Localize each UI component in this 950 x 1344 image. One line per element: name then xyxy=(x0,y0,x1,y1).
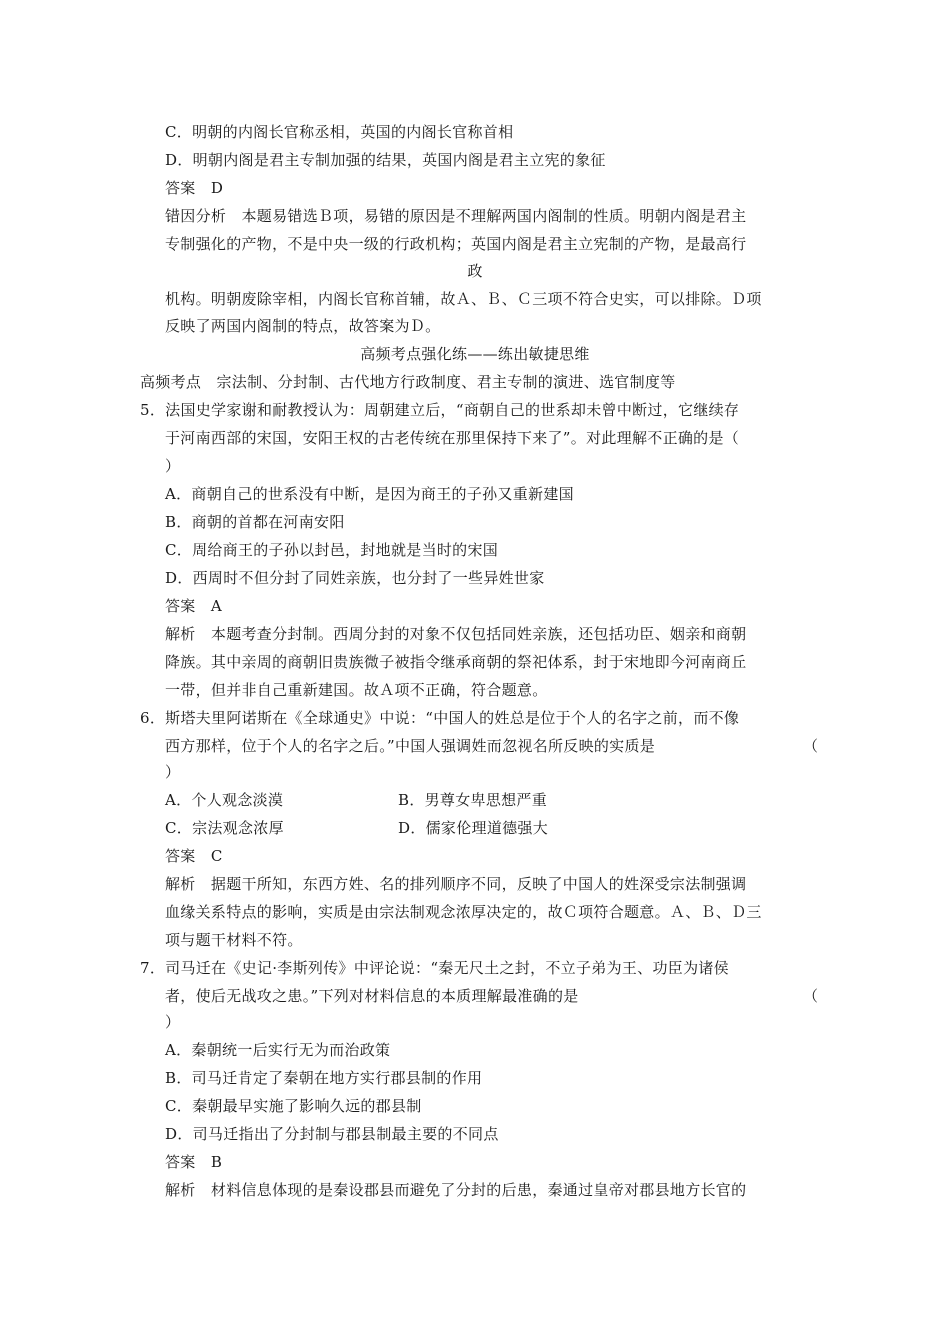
q6-answer-paren: （ xyxy=(803,737,819,755)
prev-analysis-line: 机构。明朝废除宰相，内阁长官称首辅，故Ａ、Ｂ、Ｃ三项不符合史实，可以排除。Ｄ项 xyxy=(165,290,762,308)
section-title: 高频考点强化练——练出敏捷思维 xyxy=(360,345,590,363)
q6-analysis-line: 解析 据题干所知，东西方姓、名的排列顺序不同，反映了中国人的姓深受宗法制强调 xyxy=(165,875,747,893)
q6-stem-line: ） xyxy=(165,763,181,781)
q5-option-b: B．商朝的首都在河南安阳 xyxy=(165,513,345,531)
q6-option-b: B．男尊女卑思想严重 xyxy=(398,791,548,809)
q7-stem-line: 者，使后无战攻之患。”下列对材料信息的本质理解最准确的是 xyxy=(165,987,579,1005)
q7-answer-paren: （ xyxy=(803,987,819,1005)
q7-option-a: A．秦朝统一后实行无为而治政策 xyxy=(165,1041,391,1059)
q5-stem-line: ） xyxy=(165,457,181,475)
q6-option-d: D．儒家伦理道德强大 xyxy=(398,819,549,837)
q6-stem-line: 6．斯塔夫里阿诺斯在《全球通史》中说：“中国人的姓总是位于个人的名字之前，而不像 xyxy=(140,709,740,727)
prev-analysis-line: 反映了两国内阁制的特点，故答案为Ｄ。 xyxy=(165,317,441,335)
q5-option-c: C．周给商王的子孙以封邑，封地就是当时的宋国 xyxy=(165,541,499,559)
q5-analysis-line: 一带，但并非自己重新建国。故Ａ项不正确，符合题意。 xyxy=(165,681,548,699)
q5-stem-line: 于河南西部的宋国，安阳王权的古老传统在那里保持下来了”。对此理解不正确的是（ xyxy=(165,429,740,447)
q7-option-d: D．司马迁指出了分封制与郡县制最主要的不同点 xyxy=(165,1125,499,1143)
q7-option-c: C．秦朝最早实施了影响久远的郡县制 xyxy=(165,1097,422,1115)
q6-answer: 答案 C xyxy=(165,847,223,865)
q6-option-c: C．宗法观念浓厚 xyxy=(165,819,284,837)
q5-option-a: A．商朝自己的世系没有中断，是因为商王的子孙又重新建国 xyxy=(165,485,574,503)
q7-answer: 答案 B xyxy=(165,1153,223,1171)
section-topics: 高频考点 宗法制、分封制、古代地方行政制度、君主专制的演进、选官制度等 xyxy=(140,373,676,391)
prev-analysis-line: 政 xyxy=(467,262,483,280)
q6-option-a: A．个人观念淡漠 xyxy=(165,791,284,809)
q7-analysis-line: 解析 材料信息体现的是秦设郡县而避免了分封的后患，秦通过皇帝对郡县地方长官的 xyxy=(165,1181,747,1199)
prev-answer: 答案 D xyxy=(165,179,224,197)
q7-option-b: B．司马迁肯定了秦朝在地方实行郡县制的作用 xyxy=(165,1069,483,1087)
q5-answer: 答案 A xyxy=(165,597,223,615)
q7-stem-line: 7．司马迁在《史记·李斯列传》中评论说：“秦无尺土之封，不立子弟为王、功臣为诸侯 xyxy=(140,959,729,977)
q6-analysis-line: 项与题干材料不符。 xyxy=(165,931,303,949)
prev-option-d: D．明朝内阁是君主专制加强的结果，英国内阁是君主立宪的象征 xyxy=(165,151,606,169)
q6-stem-line: 西方那样，位于个人的名字之后。”中国人强调姓而忽视名所反映的实质是 xyxy=(165,737,656,755)
q5-analysis-line: 降族。其中亲周的商朝旧贵族微子被指令继承商朝的祭祀体系，封于宋地即今河南商丘 xyxy=(165,653,747,671)
q7-stem-line: ） xyxy=(165,1013,181,1031)
q5-stem-line: 5．法国史学家谢和耐教授认为：周朝建立后，“商朝自己的世系却未曾中断过，它继续存 xyxy=(140,401,740,419)
q5-analysis-line: 解析 本题考查分封制。西周分封的对象不仅包括同姓亲族，还包括功臣、姻亲和商朝 xyxy=(165,625,747,643)
prev-option-c: C．明朝的内阁长官称丞相，英国的内阁长官称首相 xyxy=(165,123,514,141)
q5-option-d: D．西周时不但分封了同姓亲族，也分封了一些异姓世家 xyxy=(165,569,545,587)
q6-analysis-line: 血缘关系特点的影响，实质是由宗法制观念浓厚决定的，故Ｃ项符合题意。Ａ、Ｂ、Ｄ三 xyxy=(165,903,762,921)
prev-analysis-line: 专制强化的产物，不是中央一级的行政机构；英国内阁是君主立宪制的产物，是最高行 xyxy=(165,235,747,253)
prev-analysis-line: 错因分析 本题易错选Ｂ项，易错的原因是不理解两国内阁制的性质。明朝内阁是君主 xyxy=(165,207,747,225)
